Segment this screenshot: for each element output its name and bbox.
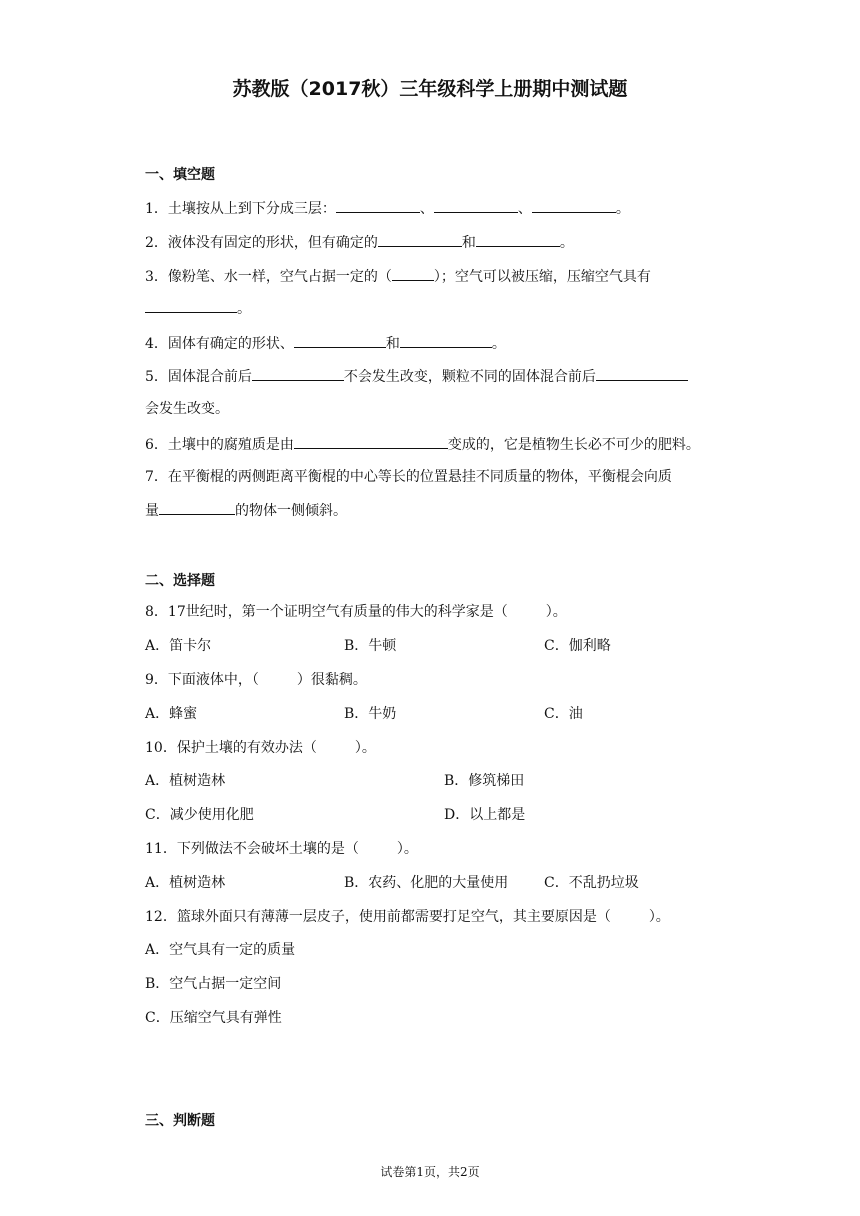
blank — [336, 198, 420, 213]
section-heading-choice: 二、选择题 — [145, 573, 215, 589]
question-12-option-c: C．压缩空气具有弹性 — [145, 1010, 282, 1026]
question-9-text-a: 9．下面液体中，（ — [145, 672, 259, 688]
question-4-text-a: 4．固体有确定的形状、 — [145, 336, 294, 352]
question-7-text-c: 的物体一侧倾斜。 — [235, 503, 347, 519]
blank — [145, 298, 237, 313]
question-7-text-a: 7．在平衡棍的两侧距离平衡棍的中心等长的位置悬挂不同质量的物体，平衡棍会向质 — [145, 469, 672, 485]
question-10-option-d: D．以上都是 — [444, 807, 526, 823]
blank — [294, 434, 448, 449]
question-3-text-a: 3．像粉笔、水一样，空气占据一定的（ — [145, 269, 392, 285]
question-2: 2．液体没有固定的形状，但有确定的 和 。 — [145, 232, 574, 253]
question-12-text-b: ）。 — [648, 909, 670, 925]
question-6-text-b: 变成的，它是植物生长必不可少的肥料。 — [447, 437, 700, 453]
question-12-option-a: A．空气具有一定的质量 — [145, 942, 296, 958]
question-10-text-b: ）。 — [354, 740, 376, 756]
question-6 — [145, 434, 700, 455]
question-8-option-c: C．伽利略 — [544, 638, 611, 654]
question-1: 1．土壤按从上到下分成三层： 、 、 。 — [145, 198, 630, 219]
section-heading-true-false: 三、判断题 — [145, 1113, 215, 1129]
question-11-text-b: ）。 — [396, 841, 418, 857]
question-10-option-c: C．减少使用化肥 — [145, 807, 254, 823]
blank — [532, 198, 616, 213]
question-2-text-a: 2．液体没有固定的形状，但有确定的 — [145, 235, 378, 251]
question-10-option-b: B．修筑梯田 — [444, 773, 525, 789]
question-10-option-a: A．植树造林 — [145, 773, 226, 789]
question-10 — [145, 738, 376, 758]
question-5 — [145, 366, 688, 387]
blank — [378, 232, 462, 247]
question-11 — [145, 839, 418, 859]
blank — [159, 500, 235, 515]
question-12-text-a: 12．篮球外面只有薄薄一层皮子，使用前都需要打足空气，其主要原因是（ — [145, 909, 611, 925]
question-11-option-b: B．农药、化肥的大量使用 — [344, 875, 509, 891]
blank — [294, 333, 386, 348]
question-12-option-b: B．空气占据一定空间 — [145, 976, 282, 992]
question-11-option-a: A．植树造林 — [145, 875, 226, 891]
question-11-text-a: 11．下列做法不会破坏土壤的是（ — [145, 841, 359, 857]
blank — [400, 333, 492, 348]
question-8-text-a: 8．17世纪时，第一个证明空气有质量的伟大的科学家是（ — [145, 604, 508, 620]
question-11-option-c: C．不乱扔垃圾 — [544, 875, 639, 891]
question-9-option-b: B．牛奶 — [344, 706, 397, 722]
question-8-option-b: B．牛顿 — [344, 638, 397, 654]
question-9 — [145, 670, 367, 690]
question-3 — [145, 266, 651, 287]
blank — [476, 232, 560, 247]
question-9-text-b: ）很黏稠。 — [296, 672, 367, 688]
question-9-option-a: A．蜂蜜 — [145, 706, 198, 722]
blank — [596, 366, 688, 381]
question-12 — [145, 907, 670, 927]
page-footer: 试卷第1页，共2页 — [380, 1165, 480, 1179]
question-8-option-a: A．笛卡尔 — [145, 638, 212, 654]
page-title: 苏教版（2017秋）三年级科学上册期中测试题 — [232, 78, 628, 100]
question-10-text-a: 10．保护土壤的有效办法（ — [145, 740, 317, 756]
question-5-cont — [145, 399, 229, 419]
question-3-cont: 。 — [145, 298, 251, 319]
question-5-text-a: 5．固体混合前后 — [145, 369, 252, 385]
section-heading-fill-blank: 一、填空题 — [145, 167, 215, 183]
blank — [252, 366, 344, 381]
question-5-text-b: 不会发生改变，颗粒不同的固体混合前后 — [343, 369, 596, 385]
question-2-text-b: 和 — [461, 235, 476, 251]
question-7 — [145, 467, 672, 487]
question-6-text-a: 6．土壤中的腐殖质是由 — [145, 437, 294, 453]
question-4: 4．固体有确定的形状、 和 。 — [145, 333, 506, 354]
question-8-text-b: ）。 — [545, 604, 567, 620]
question-3-text-b: ）；空气可以被压缩，压缩空气具有 — [433, 269, 651, 285]
question-9-option-c: C．油 — [544, 706, 583, 722]
blank — [392, 266, 434, 281]
question-4-text-b: 和 — [385, 336, 400, 352]
blank — [434, 198, 518, 213]
question-7-cont — [145, 500, 347, 521]
question-5-text-c: 会发生改变。 — [145, 401, 229, 417]
question-8 — [145, 602, 567, 622]
question-1-text: 1．土壤按从上到下分成三层： — [145, 201, 336, 217]
question-7-text-b: 量 — [145, 503, 159, 519]
